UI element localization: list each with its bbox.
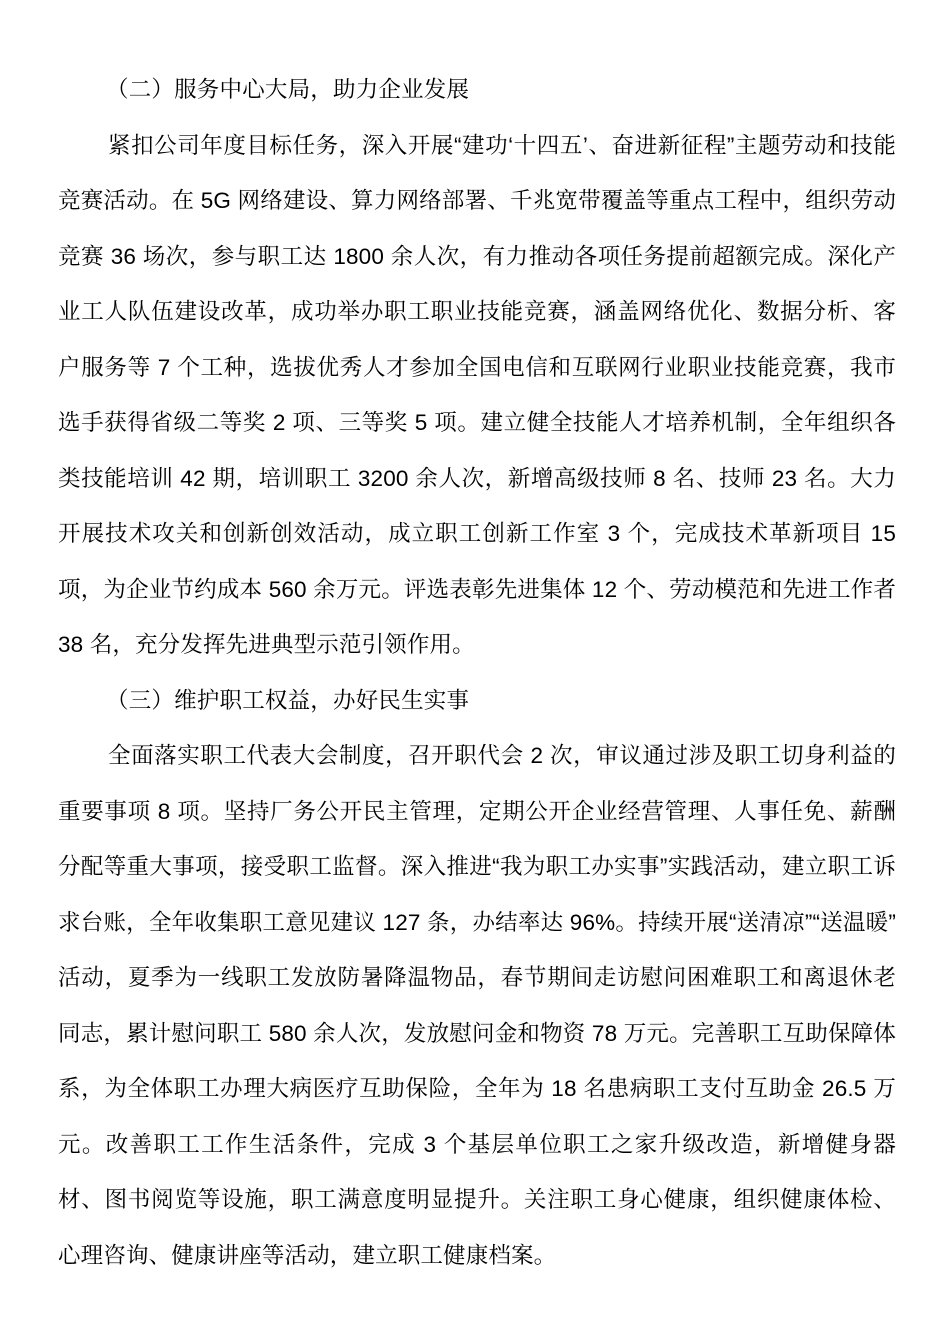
section-heading-two: （二）服务中心大局，助力企业发展 [106, 77, 470, 102]
section-two-body: 紧扣公司年度目标任务，深入开展“建功‘十四五’、奋进新征程”主题劳动和技能竞赛活动。在 5G 网络建设、算力网络部署、千兆宽带覆盖等重点工程中，组织劳动竞赛 36 场次，参与职工达 1800 余人次，有力推动各项任务提前超额完成。深化产业工人队伍建设改革，成功举办职工职业技能竞赛，涵盖网络优化、数据分析、客户服务等 7 个工种，选拔优秀人才参加全国电信和互联网行业职业技能竞赛，我市选手获得省级二等奖 2 项、三等奖 5 项。建立健全技能人才培养机制，全年组织各类技能培训 42 期，培训职工 3200 余人次，新增高级技师 8 名、技师 23 名。大力开展技术攻关和创新创效活动，成立职工创新工作室 3 个，完成技术革新项目 15 项，为企业节约成本 560 余万元。评选表彰先进集体 12 个、劳动模范和先进工作者 38 名，充分发挥先进典型示范引领作用。 [58, 132, 896, 657]
section-three-body: 全面落实职工代表大会制度，召开职代会 2 次，审议通过涉及职工切身利益的重要事项 8 项。坚持厂务公开民主管理，定期公开企业经营管理、人事任免、薪酬分配等重大事项，接受职工监督。深入推进“我为职工办实事”实践活动，建立职工诉求台账，全年收集职工意见建议 127 条，办结率达 96%。持续开展“送清凉”“送温暖”活动，夏季为一线职工发放防暑降温物品，春节期间走访慰问困难职工和离退休老同志，累计慰问职工 580 余人次，发放慰问金和物资 78 万元。完善职工互助保障体系，为全体职工办理大病医疗互助保险，全年为 18 名患病职工支付互助金 26.5 万元。改善职工工作生活条件，完成 3 个基层单位职工之家升级改造，新增健身器材、图书阅览等设施，职工满意度明显提升。关注职工身心健康，组织健康体检、心理咨询、健康讲座等活动，建立职工健康档案。 [58, 743, 896, 1268]
document-content [58, 62, 896, 1283]
section-heading-three: （三）维护职工权益，办好民生实事 [106, 687, 470, 713]
